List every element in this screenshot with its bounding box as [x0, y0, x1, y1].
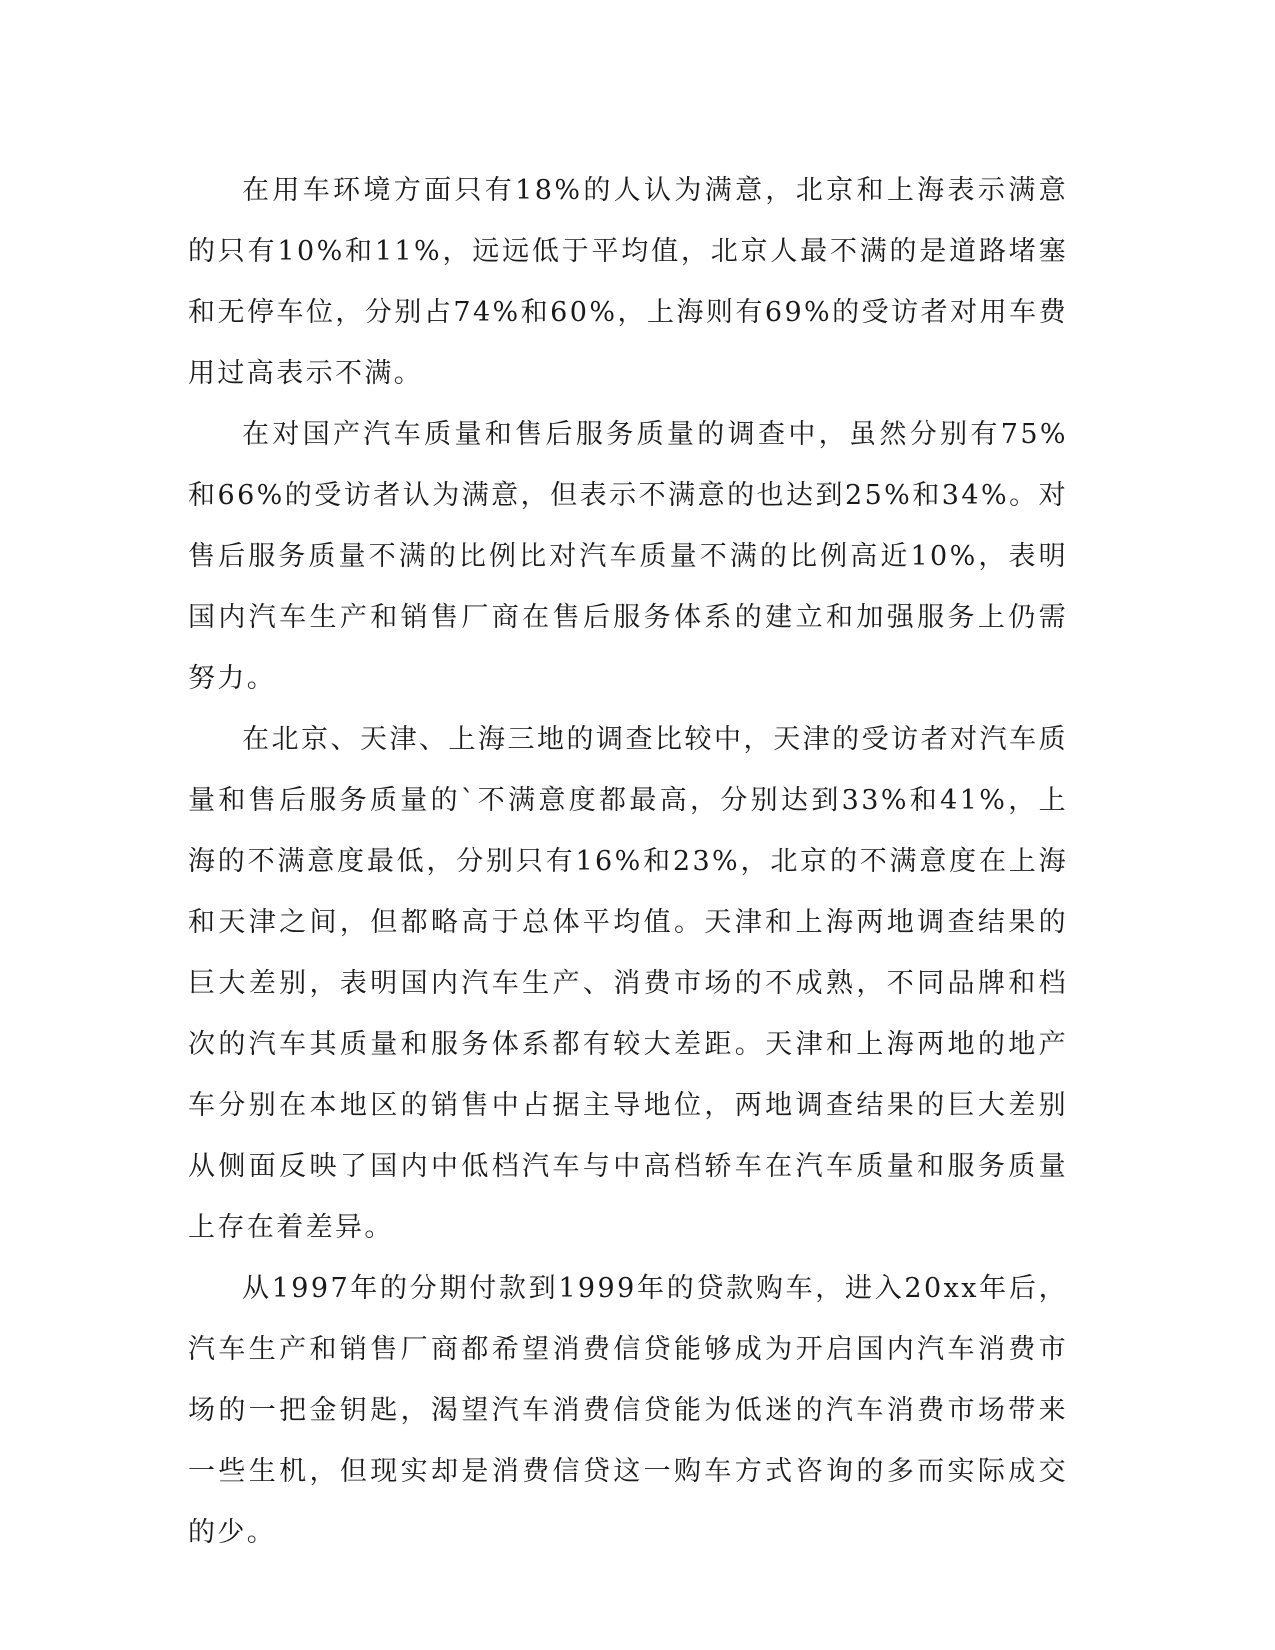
paragraph-driving-environment: 在用车环境方面只有18%的人认为满意，北京和上海表示满意的只有10%和11%，远远低于平均值，北京人最不满的是道路堵塞和无停车位，分别占74%和60%，上海则有69%的受访者对用车费用过高表示不满。 — [188, 175, 1068, 389]
document-body — [188, 160, 1068, 1563]
paragraph-quality-service-survey: 在对国产汽车质量和售后服务质量的调查中，虽然分别有75%和66%的受访者认为满意，但表示不满意的也达到25%和34%。对售后服务质量不满的比例比对汽车质量不满的比例高近10%，表明国内汽车生产和销售厂商在售后服务体系的建立和加强服务上仍需努力。 — [188, 419, 1068, 694]
paragraph-city-comparison: 在北京、天津、上海三地的调查比较中，天津的受访者对汽车质量和售后服务质量的`不满意度都最高，分别达到33%和41%，上海的不满意度最低，分别只有16%和23%，北京的不满意度在上海和天津之间，但都略高于总体平均值。天津和上海两地调查结果的巨大差别，表明国内汽车生产、消费市场的不成熟，不同品牌和档次的汽车其质量和服务体系都有较大差距。天津和上海两地的地产车分别在本地区的销售中占据主导地位，两地调查结果的巨大差别从侧面反映了国内中低档汽车与中高档轿车在汽车质量和服务质量上存在着差异。 — [188, 724, 1068, 1243]
paragraph-consumer-credit: 从1997年的分期付款到1999年的贷款购车，进入20xx年后，汽车生产和销售厂商都希望消费信贷能够成为开启国内汽车消费市场的一把金钥匙，渴望汽车消费信贷能为低迷的汽车消费市场带来一些生机，但现实却是消费信贷这一购车方式咨询的多而实际成交的少。 — [188, 1273, 1068, 1548]
